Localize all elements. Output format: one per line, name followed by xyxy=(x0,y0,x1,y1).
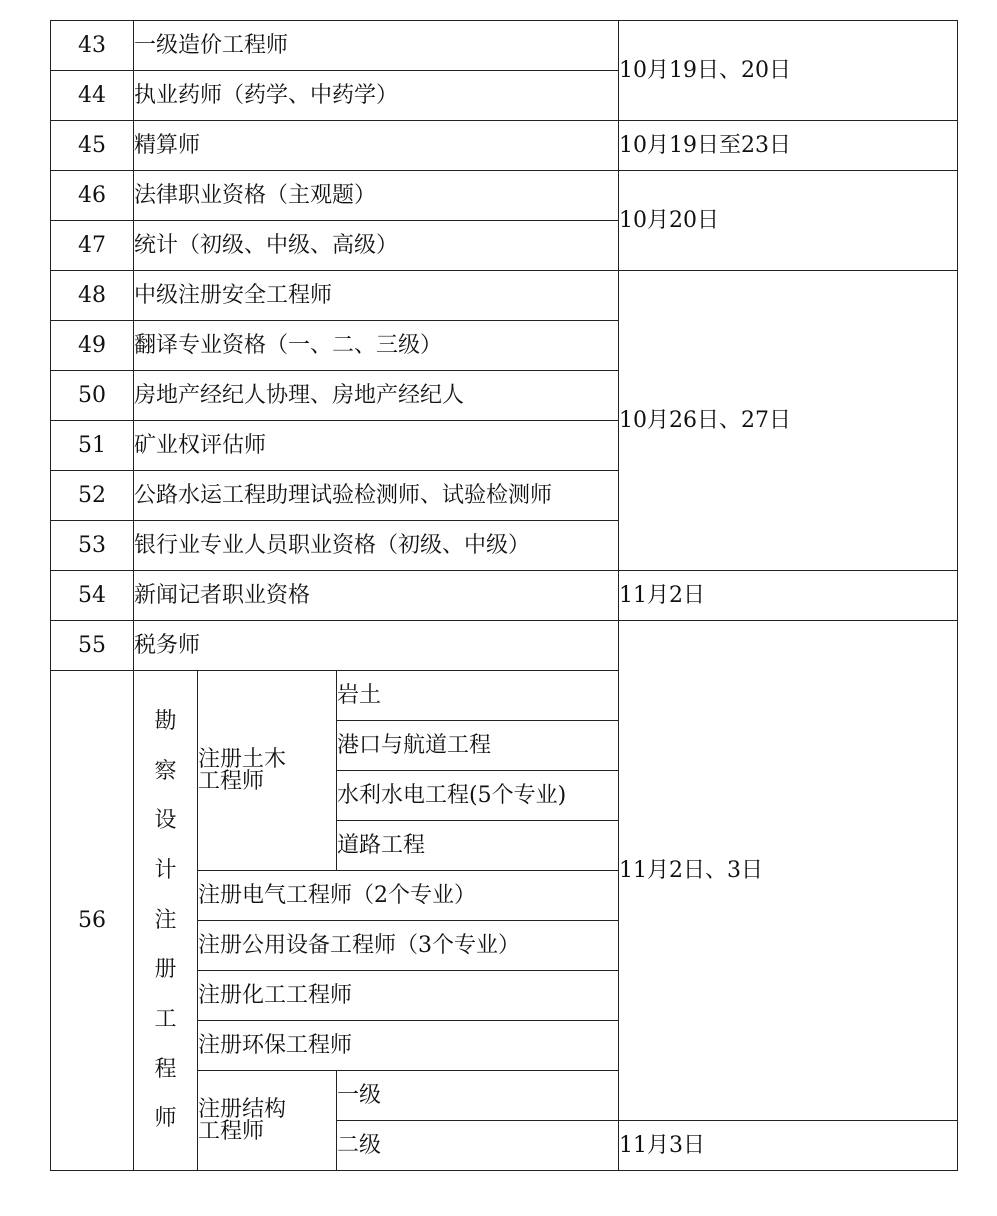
exam-name: 银行业专业人员职业资格（初级、中级） xyxy=(134,521,619,571)
exam-date: 11月3日 xyxy=(619,1121,958,1171)
exam-name: 房地产经纪人协理、房地产经纪人 xyxy=(134,371,619,421)
exam-name: 注册电气工程师（2个专业） xyxy=(198,871,619,921)
category-line: 工程师 xyxy=(198,1118,265,1144)
table-row xyxy=(51,121,958,171)
exam-name: 执业药师（药学、中药学） xyxy=(134,71,619,121)
table-row xyxy=(51,271,958,321)
exam-schedule-table xyxy=(50,20,958,1171)
specialty: 道路工程 xyxy=(337,821,619,871)
row-number: 54 xyxy=(51,571,134,621)
exam-name: 中级注册安全工程师 xyxy=(134,271,619,321)
exam-date: 10月20日 xyxy=(619,171,958,271)
category-line: 工程师 xyxy=(198,768,265,794)
row-number: 44 xyxy=(51,71,134,121)
specialty: 岩土 xyxy=(337,671,619,721)
exam-name: 法律职业资格（主观题） xyxy=(134,171,619,221)
group-char: 工 xyxy=(154,1007,177,1033)
exam-name: 精算师 xyxy=(134,121,619,171)
specialty: 水利水电工程(5个专业) xyxy=(337,771,619,821)
exam-date: 11月2日、3日 xyxy=(619,621,958,1121)
row-number: 45 xyxy=(51,121,134,171)
exam-date: 10月19日、20日 xyxy=(619,21,958,121)
table-row xyxy=(51,621,958,671)
specialty: 一级 xyxy=(337,1071,619,1121)
group-char: 计 xyxy=(154,857,177,883)
exam-date: 10月19日至23日 xyxy=(619,121,958,171)
exam-date: 11月2日 xyxy=(619,571,958,621)
group-char: 师 xyxy=(154,1106,177,1132)
exam-date: 10月26日、27日 xyxy=(619,271,958,571)
exam-name: 翻译专业资格（一、二、三级） xyxy=(134,321,619,371)
group-char: 勘 xyxy=(154,708,177,734)
group-char: 设 xyxy=(154,808,177,834)
row-number: 52 xyxy=(51,471,134,521)
exam-name: 注册化工工程师 xyxy=(198,971,619,1021)
exam-name: 新闻记者职业资格 xyxy=(134,571,619,621)
row-number: 48 xyxy=(51,271,134,321)
exam-name: 一级造价工程师 xyxy=(134,21,619,71)
exam-name: 税务师 xyxy=(134,621,619,671)
category-line: 注册土木 xyxy=(198,746,287,772)
row-number: 53 xyxy=(51,521,134,571)
specialty: 港口与航道工程 xyxy=(337,721,619,771)
group-char: 察 xyxy=(154,758,177,784)
group-char: 注 xyxy=(154,907,177,933)
survey-design-group-label xyxy=(134,671,198,1171)
row-number: 51 xyxy=(51,421,134,471)
specialty: 二级 xyxy=(337,1121,619,1171)
row-number: 49 xyxy=(51,321,134,371)
table-row xyxy=(51,21,958,71)
category-line: 注册结构 xyxy=(198,1096,287,1122)
group-char: 程 xyxy=(154,1056,177,1082)
exam-name: 矿业权评估师 xyxy=(134,421,619,471)
exam-name: 注册公用设备工程师（3个专业） xyxy=(198,921,619,971)
row-number: 43 xyxy=(51,21,134,71)
exam-name: 注册环保工程师 xyxy=(198,1021,619,1071)
group-char: 册 xyxy=(154,957,177,983)
exam-name: 公路水运工程助理试验检测师、试验检测师 xyxy=(134,471,619,521)
table-row xyxy=(51,171,958,221)
exam-name: 统计（初级、中级、高级） xyxy=(134,221,619,271)
row-number: 50 xyxy=(51,371,134,421)
table-row xyxy=(51,571,958,621)
civil-engineer-label xyxy=(198,671,337,871)
structural-engineer-label xyxy=(198,1071,337,1171)
row-number: 47 xyxy=(51,221,134,271)
row-number: 46 xyxy=(51,171,134,221)
row-number: 55 xyxy=(51,621,134,671)
row-number: 56 xyxy=(51,671,134,1171)
